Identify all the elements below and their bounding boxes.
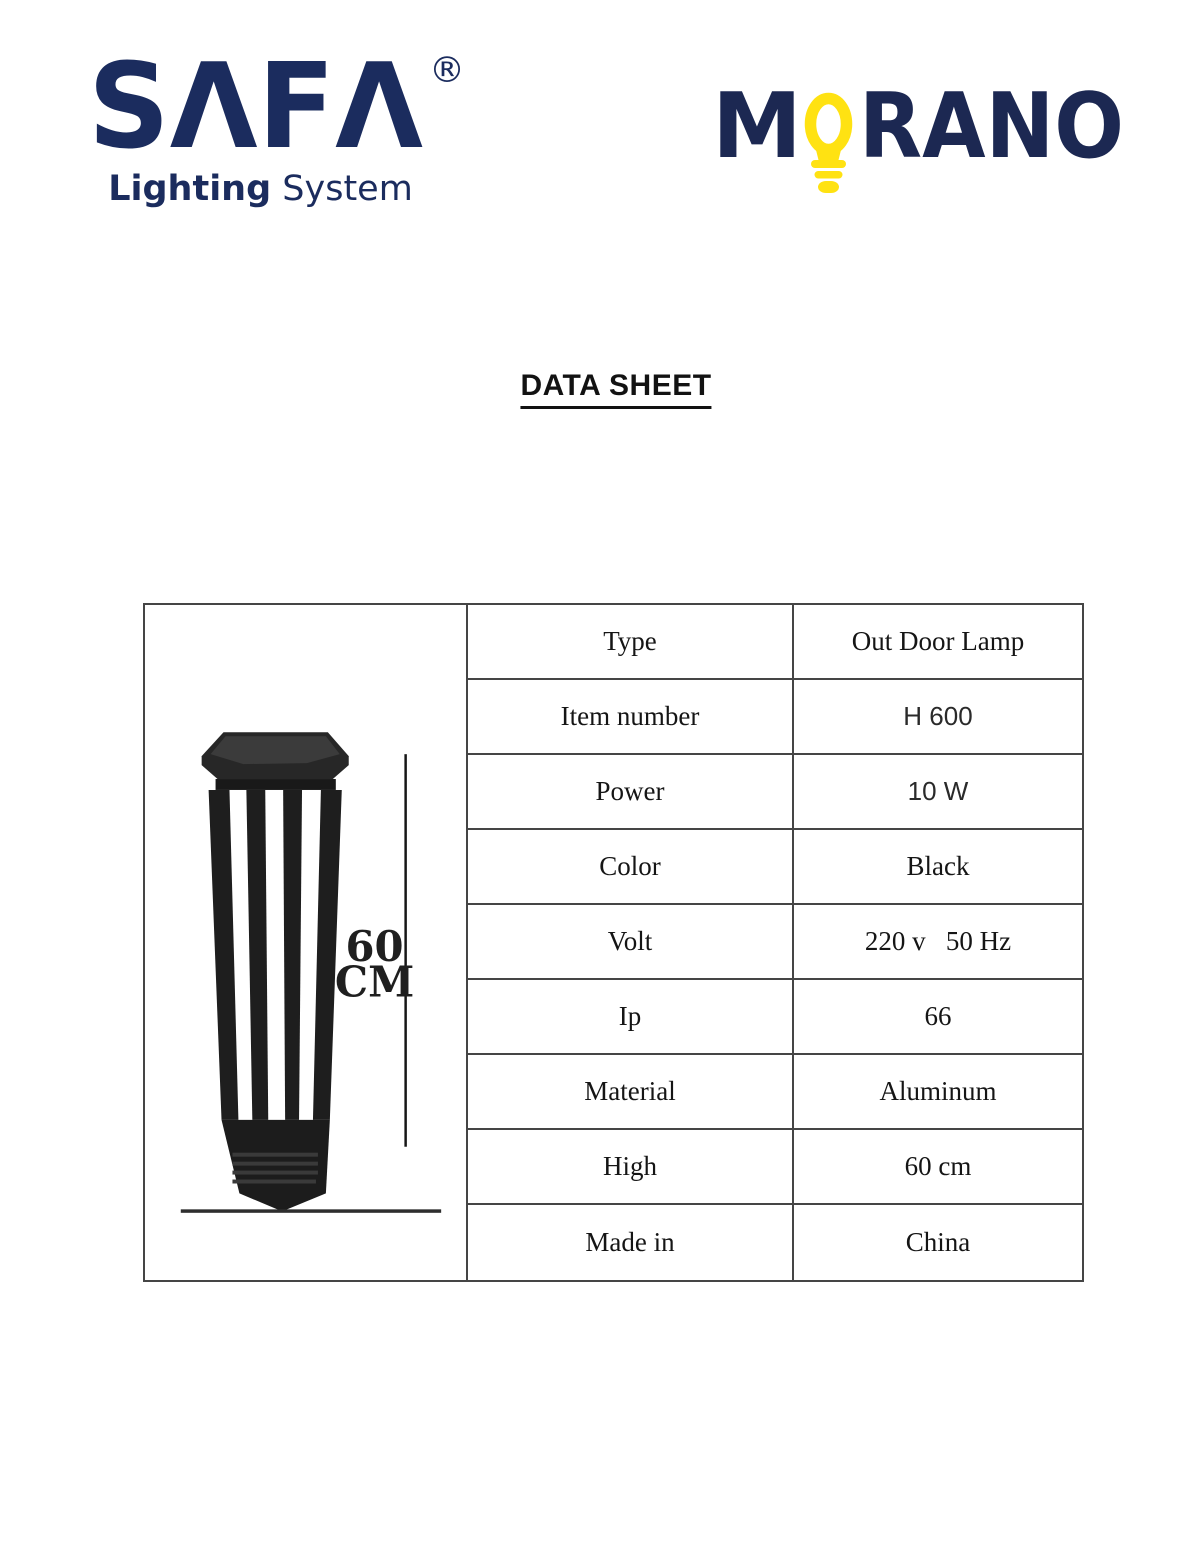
- spec-label: Item number: [468, 680, 794, 755]
- spec-value: 220 v 50 Hz: [794, 905, 1082, 980]
- spec-label: Power: [468, 755, 794, 830]
- product-image-cell: [145, 605, 468, 1280]
- morano-letters-rano: RANO: [859, 80, 1124, 179]
- spec-value: Out Door Lamp: [794, 605, 1082, 680]
- spec-label: Ip: [468, 980, 794, 1055]
- spec-value: 60 cm: [794, 1130, 1082, 1205]
- safa-tagline: [88, 169, 433, 209]
- spec-value: 10 W: [794, 755, 1082, 830]
- safa-wordmark: [88, 50, 468, 162]
- spec-value: 66: [794, 980, 1082, 1055]
- morano-wordmark: [712, 80, 1127, 198]
- safa-logo: [88, 50, 468, 209]
- registered-trademark-icon: ®: [429, 50, 465, 91]
- morano-letter-m: M: [712, 80, 802, 179]
- morano-logo: [712, 80, 1127, 203]
- spec-label: Color: [468, 830, 794, 905]
- dimension-label: [335, 922, 414, 1007]
- lightbulb-icon: [811, 99, 847, 194]
- spec-table: [143, 603, 1084, 1282]
- spec-label: Material: [468, 1055, 794, 1130]
- dimension-unit: CM: [334, 957, 415, 1007]
- lamp-cap: [202, 732, 349, 790]
- spec-value: Aluminum: [794, 1055, 1082, 1130]
- spec-label: Made in: [468, 1205, 794, 1280]
- spec-value: H 600: [794, 680, 1082, 755]
- ground-line: [181, 1209, 441, 1212]
- safa-tagline-lighting: Lighting: [108, 169, 272, 209]
- dimension-line: [404, 754, 406, 1147]
- spec-value: Black: [794, 830, 1082, 905]
- spec-label: High: [468, 1130, 794, 1205]
- spec-label: Type: [468, 605, 794, 680]
- dimension-value: 60: [345, 921, 404, 971]
- lamp-posts: [209, 790, 342, 1120]
- page-title: DATA SHEET: [520, 369, 711, 409]
- safa-tagline-system: System: [271, 169, 413, 209]
- safa-brand-text: SΛFΛ: [88, 50, 423, 162]
- spec-label: Volt: [468, 905, 794, 980]
- lamp-base: [222, 1120, 330, 1211]
- lamp-image: [145, 605, 466, 1280]
- spec-value: China: [905, 1227, 971, 1257]
